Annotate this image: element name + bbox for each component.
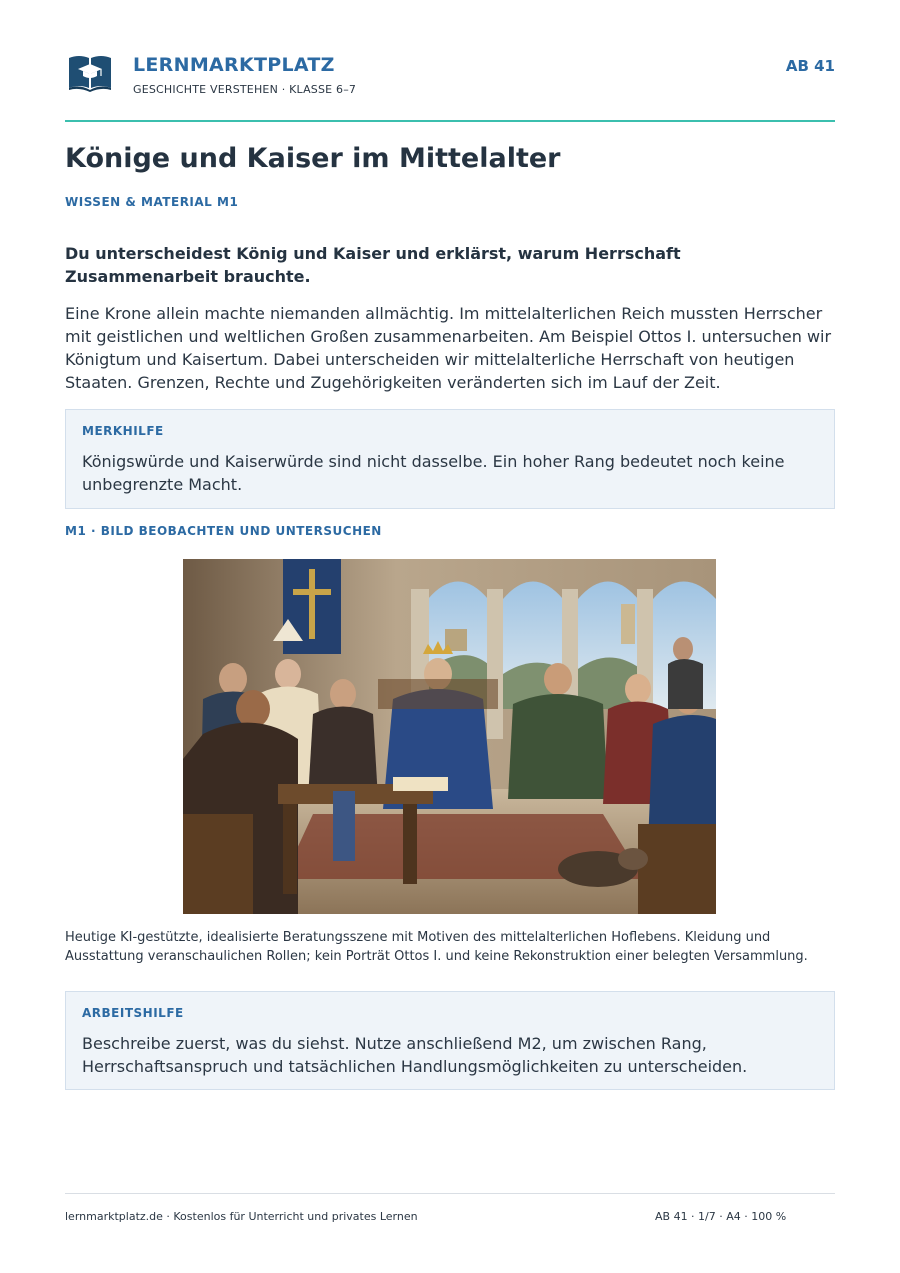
footer-source: lernmarktplatz.de · Kostenlos für Unterricht und privates Lernen — [65, 1210, 418, 1223]
council-scene-image — [183, 559, 716, 914]
brand-name: LERNMARKTPLATZ — [133, 54, 335, 76]
intro-paragraph: Eine Krone allein machte niemanden allmächtig. Im mittelalterlichen Reich mussten Herrscher mit geistlichen und weltlichen Großen zusammenarbeiten. Am Beispiel Ottos I. untersuchen wir Königtum und Kaisertum. Dabei unterscheiden wir mittelalterliche Herrschaft von heutigen Staaten. Grenzen, Rechte und Zugehörigkeiten veränderten sich im Lauf der Zeit. — [65, 304, 832, 392]
learning-goal: Du unterscheidest König und Kaiser und erklärst, warum Herrschaft Zusammenarbeit brauchte. — [65, 244, 681, 286]
image-caption: Heutige KI-gestützte, idealisierte Beratungsszene mit Motiven des mittelalterlichen Hoflebens. Kleidung und Ausstattung veranschaulichen Rollen; kein Porträt Ottos I. und keine Rekonstruktion einer belegten Versammlung. — [65, 930, 808, 964]
section-kicker: WISSEN & MATERIAL M1 — [65, 195, 239, 209]
arbeitshilfe-box — [65, 991, 835, 1090]
page-title: Könige und Kaiser im Mittelalter — [65, 143, 561, 174]
footer-divider — [65, 1193, 835, 1194]
graduation-cap-icon — [68, 52, 112, 92]
sheet-number: AB 41 — [785, 57, 835, 75]
arbeitshilfe-text: Beschreibe zuerst, was du siehst. Nutze anschließend M2, um zwischen Rang, Herrschaftsanspruch und tatsächlichen Handlungsmöglichkeiten zu unterscheiden. — [82, 1034, 748, 1076]
merkhilfe-label: MERKHILFE — [82, 424, 164, 438]
arbeitshilfe-label: ARBEITSHILFE — [82, 1006, 184, 1020]
material-label: M1 · BILD BEOBACHTEN UND UNTERSUCHEN — [65, 524, 382, 538]
footer-page-info: AB 41 · 1/7 · A4 · 100 % — [655, 1210, 787, 1223]
header-divider — [65, 120, 835, 122]
merkhilfe-box — [65, 409, 835, 509]
merkhilfe-text: Königswürde und Kaiserwürde sind nicht dasselbe. Ein hoher Rang bedeutet noch keine unbegrenzte Macht. — [82, 452, 785, 494]
brand-subtitle: GESCHICHTE VERSTEHEN · KLASSE 6–7 — [133, 83, 357, 96]
